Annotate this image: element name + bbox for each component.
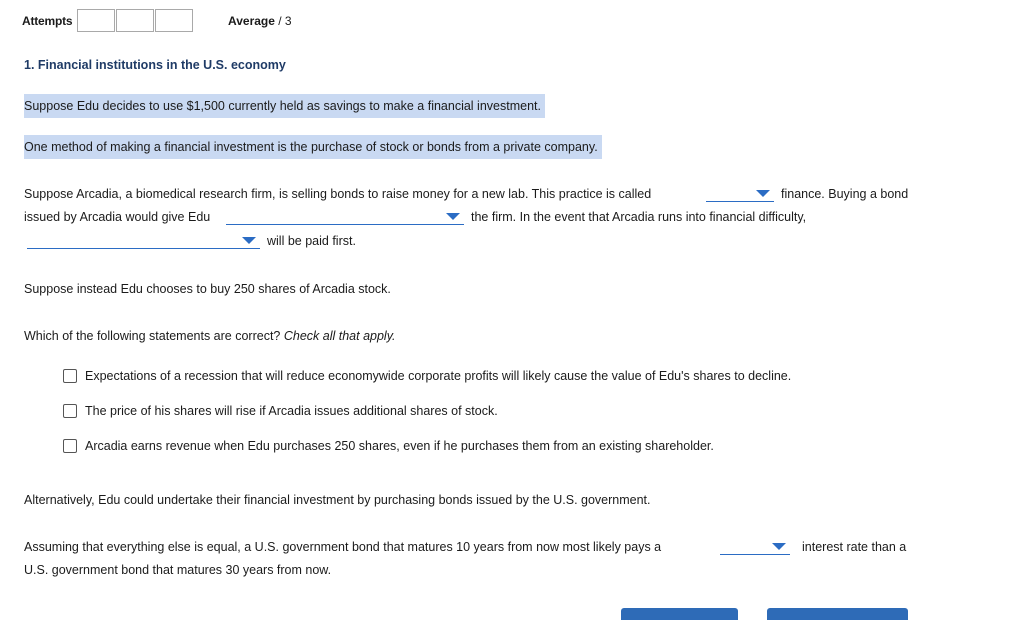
average-value: / 3 <box>278 14 292 28</box>
attempt-box <box>77 9 115 32</box>
chevron-down-icon <box>756 190 770 197</box>
p7-line1-text: Assuming that everything else is equal, a U.S. government bond that matures 10 years from now most likely pays a <box>24 540 662 554</box>
p3-line3-text: will be paid first. <box>267 234 356 248</box>
checkbox[interactable] <box>63 369 77 383</box>
p3-line2-end: the firm. In the event that Arcadia runs into financial difficulty, <box>471 210 807 224</box>
checkbox[interactable] <box>63 404 77 418</box>
interest-rate-dropdown[interactable] <box>720 539 790 555</box>
p6-text: Alternatively, Edu could undertake their financial investment by purchasing bonds issued by the U.S. government. <box>24 493 651 507</box>
p3-line2-text: issued by Arcadia would give Edu <box>24 210 211 224</box>
attempt-boxes <box>77 9 194 32</box>
option-row <box>63 369 791 383</box>
bottom-button-left[interactable] <box>621 608 738 620</box>
p5-italic: Check all that apply. <box>283 329 396 343</box>
p3-line1-text: Suppose Arcadia, a biomedical research firm, is selling bonds to raise money for a new lab. This practice is called <box>24 187 652 201</box>
option-row <box>63 404 498 418</box>
question-title: 1. Financial institutions in the U.S. economy <box>24 58 286 72</box>
attempt-box <box>116 9 154 32</box>
option-label: Arcadia earns revenue when Edu purchases 250 shares, even if he purchases them from an existing shareholder. <box>85 439 714 453</box>
p3-line1-end: finance. Buying a bond <box>781 187 909 201</box>
attempt-box <box>155 9 193 32</box>
p7-line1-end: interest rate than a <box>802 540 907 554</box>
p5-text <box>24 329 396 343</box>
highlighted-text-2: One method of making a financial investment is the purchase of stock or bonds from a private company. <box>24 135 602 159</box>
p7-line2-text: U.S. government bond that matures 30 years from now. <box>24 563 332 577</box>
paid-first-dropdown[interactable] <box>27 233 260 249</box>
average-score <box>228 14 292 28</box>
chevron-down-icon <box>772 543 786 550</box>
attempts-label: Attempts <box>22 14 73 28</box>
highlighted-text-1: Suppose Edu decides to use $1,500 currently held as savings to make a financial investment. <box>24 94 545 118</box>
option-label: The price of his shares will rise if Arcadia issues additional shares of stock. <box>85 404 498 418</box>
bottom-button-right[interactable] <box>767 608 908 620</box>
chevron-down-icon <box>446 213 460 220</box>
p4-text: Suppose instead Edu chooses to buy 250 shares of Arcadia stock. <box>24 282 391 296</box>
p5-prefix: Which of the following statements are correct? <box>24 329 281 343</box>
chevron-down-icon <box>242 237 256 244</box>
ownership-dropdown[interactable] <box>226 209 464 225</box>
checkbox[interactable] <box>63 439 77 453</box>
option-label: Expectations of a recession that will reduce economywide corporate profits will likely cause the value of Edu's shares to decline. <box>85 369 792 383</box>
finance-type-dropdown[interactable] <box>706 186 774 202</box>
option-row <box>63 439 714 453</box>
average-label: Average <box>228 14 275 28</box>
